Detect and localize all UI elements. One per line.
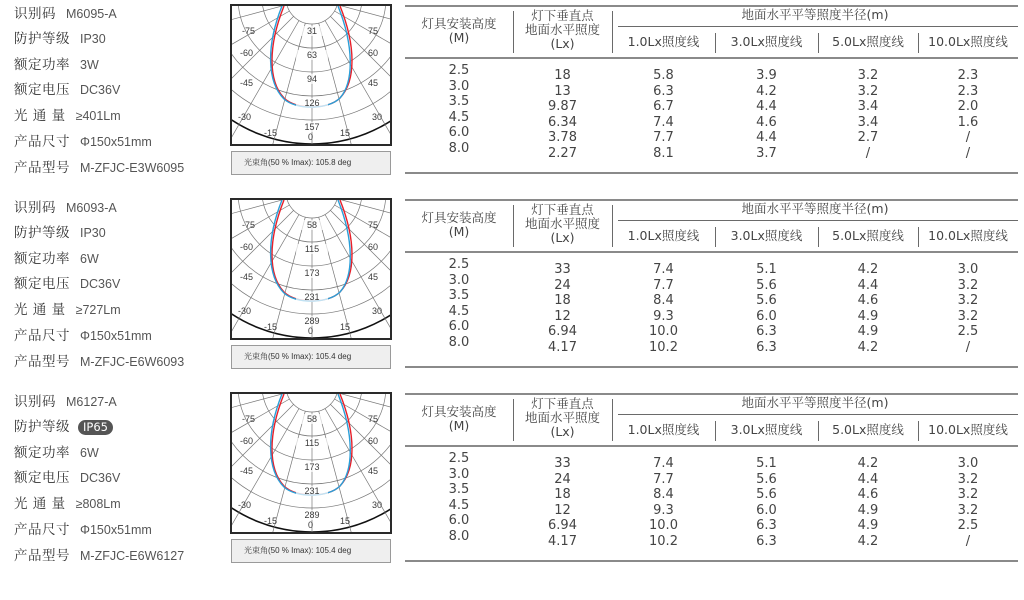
header-r1: 1.0Lx照度线 — [627, 228, 700, 243]
table-cell: 3.0 — [448, 272, 470, 288]
header-r5: 5.0Lx照度线 — [832, 422, 904, 437]
spec-value-model: M-ZFJC-E3W6095 — [80, 161, 185, 175]
spec-row-model — [14, 158, 184, 178]
spec-row-power — [14, 55, 99, 75]
polar-angle-label: 60 — [368, 48, 379, 58]
column-r3 — [715, 262, 818, 355]
header-r1: 1.0Lx照度线 — [627, 34, 700, 49]
table-cell: 4.2 — [857, 533, 879, 549]
table-cell: 6.3 — [756, 518, 777, 533]
polar-angle-label: 30 — [372, 500, 383, 510]
polar-angle-label: -45 — [240, 78, 254, 88]
spec-row-flux — [14, 300, 121, 320]
polar-angle-label: -45 — [240, 272, 254, 282]
polar-ring-label: 58 — [296, 414, 328, 424]
table-cell: 4.4 — [857, 277, 879, 293]
column-r3 — [715, 68, 818, 161]
table-cell: 4.6 — [857, 293, 879, 308]
table-top-rule — [405, 393, 1018, 395]
product-block — [0, 388, 1024, 578]
spec-label-model: 产品型号 — [14, 354, 70, 370]
spec-label-voltage: 额定电压 — [14, 276, 70, 292]
table-cell: 5.8 — [653, 68, 674, 83]
table-cell: 7.7 — [653, 471, 674, 487]
column-r3 — [715, 456, 818, 549]
table-cell: 3.2 — [857, 83, 879, 99]
illuminance-table — [405, 199, 1018, 367]
spec-label-size: 产品尺寸 — [14, 522, 70, 538]
table-cell: 8.0 — [448, 140, 470, 156]
table-cell: 3.0 — [448, 466, 470, 482]
polar-angle-label: 15 — [340, 128, 351, 138]
polar-angle-label: 60 — [368, 242, 379, 252]
group-rule — [618, 414, 1018, 415]
table-cell: 12 — [554, 308, 571, 324]
table-cell: 8.4 — [653, 487, 674, 502]
spec-label-power: 额定功率 — [14, 251, 70, 267]
beam-angle-caption: 光束角(50 % Imax): 105.4 deg — [231, 345, 391, 369]
polar-ring-label: 115 — [296, 438, 328, 448]
table-cell: 24 — [554, 471, 571, 487]
spec-label-power: 额定功率 — [14, 445, 70, 461]
table-cell: 3.2 — [957, 293, 979, 308]
table-cell: 1.6 — [957, 114, 979, 130]
spec-value-power: 6W — [80, 252, 99, 266]
header-radius-group: 地面水平平等照度半径(m) — [741, 201, 889, 216]
table-cell: 4.6 — [857, 487, 879, 502]
spec-row-ip — [14, 29, 106, 49]
polar-chart-frame — [230, 198, 392, 340]
spec-row-model — [14, 546, 184, 566]
spec-label-model: 产品型号 — [14, 160, 70, 176]
table-cell: 4.5 — [448, 303, 470, 319]
table-cell: 10.0 — [649, 324, 678, 339]
table-header-rule — [405, 251, 1018, 253]
table-cell: 4.9 — [857, 502, 879, 518]
table-cell: 4.9 — [857, 308, 879, 324]
spec-row-ip — [14, 417, 113, 437]
spec-value-power: 3W — [80, 58, 99, 72]
table-cell: 2.3 — [957, 68, 979, 83]
table-cell: 3.2 — [957, 487, 979, 502]
polar-angle-label: -60 — [240, 242, 254, 252]
polar-ring-label: 173 — [296, 268, 328, 278]
table-cell: 3.5 — [448, 482, 470, 497]
header-r3: 3.0Lx照度线 — [730, 34, 803, 49]
polar-angle-label: -75 — [242, 220, 256, 230]
table-cell: 7.4 — [653, 262, 674, 277]
table-cell: 7.7 — [653, 277, 674, 293]
spec-label-power: 额定功率 — [14, 57, 70, 73]
table-cell: 4.2 — [756, 83, 777, 99]
table-header-rule — [405, 445, 1018, 447]
spec-label-flux: 光 通 量 — [14, 108, 66, 124]
polar-angle-label: 75 — [368, 414, 379, 424]
polar-angle-label: 45 — [368, 78, 379, 88]
spec-row-power — [14, 249, 99, 269]
table-cell: 3.2 — [957, 277, 979, 293]
table-cell: 24 — [554, 277, 571, 293]
table-top-rule — [405, 199, 1018, 201]
table-cell: 3.9 — [756, 68, 777, 83]
column-lux — [513, 262, 612, 355]
column-height — [405, 451, 513, 544]
table-cell: 6.3 — [756, 324, 777, 339]
header-center-lux: 灯下垂直点 地面水平照度 (Lx) — [524, 202, 600, 245]
spec-value-flux: ≥727Lm — [75, 303, 121, 317]
table-cell: 3.5 — [448, 288, 470, 303]
table-cell: 3.0 — [957, 262, 979, 277]
table-cell: 4.2 — [857, 456, 879, 471]
polar-chart-frame — [230, 4, 392, 146]
spec-value-size: Φ150x51mm — [80, 523, 152, 537]
header-r3: 3.0Lx照度线 — [730, 422, 803, 437]
spec-row-size — [14, 520, 152, 540]
table-cell: 18 — [554, 487, 571, 502]
table-cell: 6.34 — [548, 114, 577, 130]
polar-angle-label: 75 — [368, 220, 379, 230]
column-lux — [513, 68, 612, 161]
header-height: 灯具安装高度 (M) — [421, 210, 497, 239]
table-cell: / — [865, 145, 871, 161]
table-cell: 5.1 — [756, 456, 777, 471]
table-cell: 18 — [554, 293, 571, 308]
polar-angle-label: -30 — [238, 112, 252, 122]
spec-label-flux: 光 通 量 — [14, 496, 66, 512]
column-r1 — [612, 68, 715, 161]
table-cell: 4.4 — [857, 471, 879, 487]
table-cell: 5.6 — [756, 293, 777, 308]
polar-angle-zero: 0 — [308, 132, 314, 142]
spec-value-flux: ≥808Lm — [75, 497, 121, 511]
polar-angle-label: 75 — [368, 26, 379, 36]
table-cell: 3.2 — [957, 502, 979, 518]
table-cell: 10.0 — [649, 518, 678, 533]
table-cell: 4.4 — [756, 99, 777, 114]
polar-angle-label: -45 — [240, 466, 254, 476]
polar-ring-label: 173 — [296, 462, 328, 472]
spec-row-size — [14, 326, 152, 346]
table-cell: 3.78 — [548, 130, 577, 145]
table-cell: 9.87 — [548, 99, 577, 114]
table-cell: 2.3 — [957, 83, 979, 99]
spec-label-size: 产品尺寸 — [14, 134, 70, 150]
table-cell: 4.9 — [857, 518, 879, 533]
header-r10: 10.0Lx照度线 — [928, 422, 1008, 437]
polar-angle-label: 45 — [368, 272, 379, 282]
table-cell: 2.7 — [857, 130, 879, 145]
table-bottom-rule — [405, 172, 1018, 174]
table-cell: 4.2 — [857, 339, 879, 355]
group-rule — [618, 26, 1018, 27]
table-cell: 5.6 — [756, 471, 777, 487]
table-cell: 5.6 — [756, 277, 777, 293]
spec-value-model: M-ZFJC-E6W6127 — [80, 549, 185, 563]
table-cell: 3.5 — [448, 94, 470, 109]
table-cell: 3.2 — [957, 308, 979, 324]
column-r10 — [918, 262, 1018, 355]
column-height — [405, 257, 513, 350]
header-r5: 5.0Lx照度线 — [832, 228, 904, 243]
table-cell: 6.0 — [448, 319, 470, 334]
table-cell: 2.5 — [957, 324, 979, 339]
table-cell: 6.0 — [448, 125, 470, 140]
table-cell: 5.6 — [756, 487, 777, 502]
table-top-rule — [405, 5, 1018, 7]
spec-value-size: Φ150x51mm — [80, 135, 152, 149]
table-cell: 6.7 — [653, 99, 674, 114]
table-cell: 3.2 — [857, 68, 879, 83]
polar-angle-label: 30 — [372, 112, 383, 122]
table-cell: 4.9 — [857, 324, 879, 339]
polar-angle-label: 60 — [368, 436, 379, 446]
spec-row-voltage — [14, 80, 120, 100]
table-cell: 3.0 — [957, 456, 979, 471]
header-height: 灯具安装高度 (M) — [421, 404, 497, 433]
polar-angle-label: -15 — [264, 128, 278, 138]
polar-ring-label: 58 — [296, 220, 328, 230]
table-cell: / — [965, 533, 971, 549]
polar-angle-label: -30 — [238, 500, 252, 510]
polar-angle-label: 15 — [340, 516, 351, 526]
column-height — [405, 63, 513, 156]
table-cell: 3.4 — [857, 99, 879, 114]
header-center-lux: 灯下垂直点 地面水平照度 (Lx) — [524, 396, 600, 439]
spec-label-voltage: 额定电压 — [14, 82, 70, 98]
spec-row-size — [14, 132, 152, 152]
table-cell: 10.2 — [649, 533, 678, 549]
table-cell: 6.0 — [756, 308, 777, 324]
polar-ring-label: 115 — [296, 244, 328, 254]
table-cell: 3.4 — [857, 114, 879, 130]
table-cell: 5.1 — [756, 262, 777, 277]
spec-label-model: 产品型号 — [14, 548, 70, 564]
spec-value-flux: ≥401Lm — [75, 109, 121, 123]
table-cell: 2.5 — [957, 518, 979, 533]
table-cell: 8.4 — [653, 293, 674, 308]
table-cell: 3.0 — [448, 78, 470, 94]
table-cell: 4.2 — [857, 262, 879, 277]
header-center-lux: 灯下垂直点 地面水平照度 (Lx) — [524, 8, 600, 51]
spec-value-id: M6127-A — [66, 395, 117, 409]
header-radius-group: 地面水平平等照度半径(m) — [741, 7, 889, 22]
spec-row-ip — [14, 223, 106, 243]
spec-label-voltage: 额定电压 — [14, 470, 70, 486]
table-cell: 6.0 — [448, 513, 470, 528]
table-cell: 4.5 — [448, 497, 470, 513]
table-cell: 4.17 — [548, 533, 577, 549]
spec-value-ip: IP30 — [80, 32, 106, 46]
spec-row-voltage — [14, 274, 120, 294]
table-cell: 33 — [554, 456, 571, 471]
beam-angle-caption: 光束角(50 % Imax): 105.8 deg — [231, 151, 391, 175]
table-cell: 4.17 — [548, 339, 577, 355]
spec-row-voltage — [14, 468, 120, 488]
illuminance-table — [405, 5, 1018, 173]
beam-angle-caption: 光束角(50 % Imax): 105.4 deg — [231, 539, 391, 563]
spec-value-voltage: DC36V — [80, 83, 121, 97]
table-cell: 7.4 — [653, 114, 674, 130]
header-r3: 3.0Lx照度线 — [730, 228, 803, 243]
polar-angle-zero: 0 — [308, 520, 314, 530]
header-r10: 10.0Lx照度线 — [928, 228, 1008, 243]
spec-row-flux — [14, 494, 121, 514]
spec-value-power: 6W — [80, 446, 99, 460]
column-r10 — [918, 456, 1018, 549]
table-cell: 7.7 — [653, 130, 674, 145]
table-cell: 2.5 — [448, 63, 470, 78]
spec-value-ip: IP30 — [80, 226, 106, 240]
polar-angle-label: -60 — [240, 436, 254, 446]
header-r5: 5.0Lx照度线 — [832, 34, 904, 49]
column-r5 — [818, 262, 918, 355]
table-cell: 2.5 — [448, 257, 470, 272]
polar-angle-label: 30 — [372, 306, 383, 316]
polar-angle-label: -75 — [242, 26, 256, 36]
column-r10 — [918, 68, 1018, 161]
table-cell: 9.3 — [653, 502, 674, 518]
table-bottom-rule — [405, 560, 1018, 562]
polar-angle-label: -15 — [264, 516, 278, 526]
header-radius-group: 地面水平平等照度半径(m) — [741, 395, 889, 410]
spec-label-size: 产品尺寸 — [14, 328, 70, 344]
polar-ring-label: 157 — [296, 122, 328, 132]
spec-value-id: M6093-A — [66, 201, 117, 215]
table-cell: 3.7 — [756, 145, 777, 161]
spec-label-ip: 防护等级 — [14, 31, 70, 47]
table-cell: 6.94 — [548, 518, 577, 533]
polar-ring-label: 31 — [296, 26, 328, 36]
polar-angle-label: 15 — [340, 322, 351, 332]
table-cell: 4.5 — [448, 109, 470, 125]
table-cell: 3.2 — [957, 471, 979, 487]
table-cell: 18 — [554, 68, 571, 83]
polar-ring-label: 231 — [296, 486, 328, 496]
table-cell: 10.2 — [649, 339, 678, 355]
polar-angle-zero: 0 — [308, 326, 314, 336]
spec-value-voltage: DC36V — [80, 471, 121, 485]
polar-angle-label: -60 — [240, 48, 254, 58]
spec-value-model: M-ZFJC-E6W6093 — [80, 355, 185, 369]
polar-angle-label: -30 — [238, 306, 252, 316]
table-cell: 6.3 — [756, 533, 777, 549]
polar-ring-label: 289 — [296, 316, 328, 326]
table-cell: 8.1 — [653, 145, 674, 161]
spec-label-id: 识别码 — [14, 6, 56, 22]
spec-row-id — [14, 198, 117, 218]
table-cell: 12 — [554, 502, 571, 518]
header-r10: 10.0Lx照度线 — [928, 34, 1008, 49]
polar-angle-label: 45 — [368, 466, 379, 476]
illuminance-table — [405, 393, 1018, 561]
spec-label-ip: 防护等级 — [14, 225, 70, 241]
spec-value-voltage: DC36V — [80, 277, 121, 291]
table-cell: 8.0 — [448, 528, 470, 544]
table-cell: 6.3 — [653, 83, 674, 99]
polar-ring-label: 231 — [296, 292, 328, 302]
table-cell: 33 — [554, 262, 571, 277]
polar-angle-label: -15 — [264, 322, 278, 332]
column-lux — [513, 456, 612, 549]
polar-ring-label: 289 — [296, 510, 328, 520]
spec-label-ip: 防护等级 — [14, 419, 70, 435]
table-cell: 8.0 — [448, 334, 470, 350]
spec-row-id — [14, 4, 117, 24]
table-cell: 4.4 — [756, 130, 777, 145]
spec-label-flux: 光 通 量 — [14, 302, 66, 318]
table-cell: 6.3 — [756, 339, 777, 355]
table-bottom-rule — [405, 366, 1018, 368]
product-block — [0, 194, 1024, 384]
table-cell: 13 — [554, 83, 571, 99]
header-height: 灯具安装高度 (M) — [421, 16, 497, 45]
table-header-rule — [405, 57, 1018, 59]
spec-row-id — [14, 392, 117, 412]
table-cell: 7.4 — [653, 456, 674, 471]
column-r5 — [818, 456, 918, 549]
product-block — [0, 0, 1024, 190]
polar-ring-label: 63 — [296, 50, 328, 60]
header-r1: 1.0Lx照度线 — [627, 422, 700, 437]
polar-angle-label: -75 — [242, 414, 256, 424]
polar-ring-label: 126 — [296, 98, 328, 108]
spec-label-id: 识别码 — [14, 394, 56, 410]
table-cell: 2.0 — [957, 99, 979, 114]
table-cell: / — [965, 145, 971, 161]
table-cell: / — [965, 339, 971, 355]
polar-chart-frame — [230, 392, 392, 534]
ip-badge: IP65 — [78, 420, 113, 435]
spec-value-size: Φ150x51mm — [80, 329, 152, 343]
column-r1 — [612, 262, 715, 355]
spec-row-model — [14, 352, 184, 372]
group-rule — [618, 220, 1018, 221]
table-cell: 9.3 — [653, 308, 674, 324]
column-r1 — [612, 456, 715, 549]
spec-label-id: 识别码 — [14, 200, 56, 216]
column-r5 — [818, 68, 918, 161]
spec-row-flux — [14, 106, 121, 126]
polar-ring-label: 94 — [296, 74, 328, 84]
table-cell: 6.94 — [548, 324, 577, 339]
table-cell: 4.6 — [756, 114, 777, 130]
spec-row-power — [14, 443, 99, 463]
table-cell: 2.27 — [548, 145, 577, 161]
table-cell: / — [965, 130, 971, 145]
table-cell: 2.5 — [448, 451, 470, 466]
spec-value-id: M6095-A — [66, 7, 117, 21]
table-cell: 6.0 — [756, 502, 777, 518]
